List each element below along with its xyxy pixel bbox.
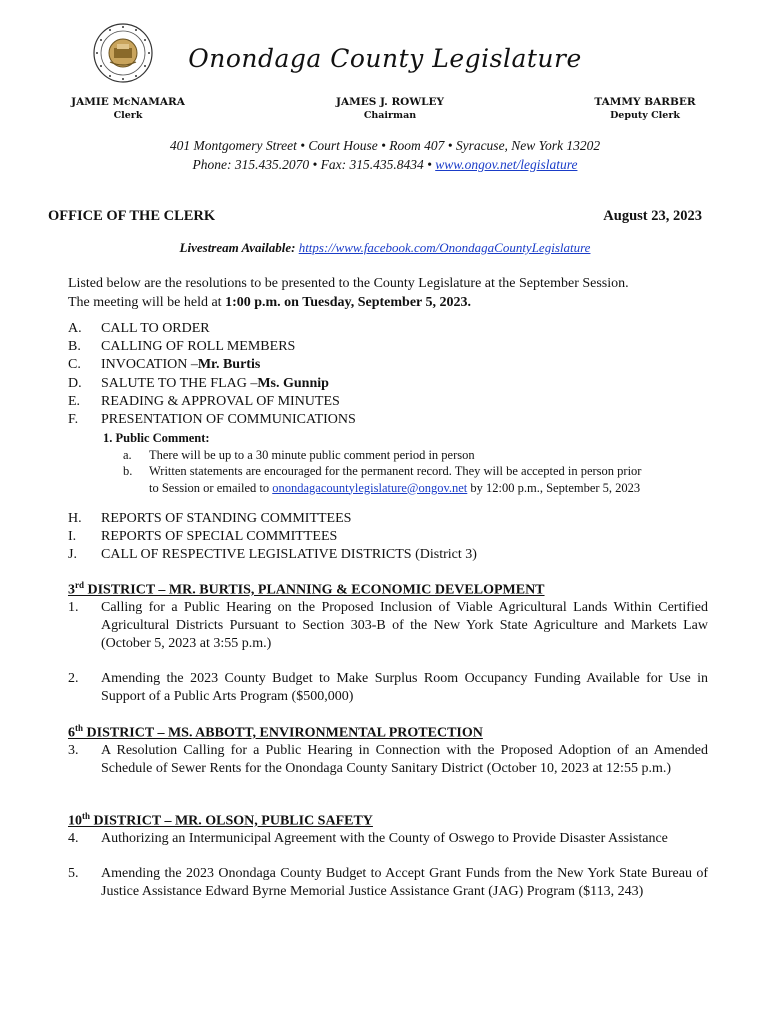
public-comment-block (103, 430, 708, 496)
resolution-text: A Resolution Calling for a Public Hearing in Connection with the Proposed Adoption of an Amended Schedule of Sewer Rents for the Onondaga County Sanitary District (October 10, 2023 at 12:55 p.m.) (101, 742, 708, 776)
website-link[interactable]: www.ongov.net/legislature (435, 157, 578, 172)
livestream-label: Livestream Available: (179, 240, 296, 255)
agenda-list-b (68, 510, 477, 565)
resolution-item (68, 830, 708, 848)
intro-line: The meeting will be held at (68, 295, 226, 310)
resolution-text: Amending the 2023 Onondaga County Budget to Accept Grant Funds from the New York State Bureau of Justice Assistance Edward Byrne Memorial Justice Assistance Grant (JAG) Program ($113, 243) (101, 865, 708, 900)
agenda-person: Mr. Burtis (197, 357, 261, 373)
district-section (68, 580, 708, 707)
agenda-item (68, 356, 356, 374)
officer-clerk (58, 96, 198, 121)
intro-line: Listed below are the resolutions to be presented to the County Legislature at the September Session. (68, 276, 629, 291)
document-date: August 23, 2023 (603, 208, 702, 224)
agenda-text: REPORTS OF STANDING COMMITTEES (101, 511, 352, 526)
public-comment-letter: b. (123, 464, 133, 478)
officer-role: Deputy Clerk (610, 110, 680, 121)
district-section (68, 723, 708, 778)
agenda-letter: B. (68, 339, 81, 355)
district-ordinal: rd (75, 580, 84, 590)
officer-name: JAMIE McNAMARA (71, 96, 185, 108)
phone-line: Phone: 315.435.2070 • Fax: 315.435.8434 • (192, 157, 432, 172)
public-comment-num: 1. (103, 431, 113, 445)
meeting-time: 1:00 p.m. on Tuesday, September 5, 2023. (225, 295, 472, 310)
public-comment-heading (103, 430, 708, 447)
agenda-list-a (68, 320, 356, 429)
page-title: Onondaga County Legislature (188, 44, 582, 73)
agenda-item (68, 375, 356, 393)
agenda-text: SALUTE TO THE FLAG – (101, 375, 258, 391)
public-comment-text: There will be up to a 30 minute public comment period in person (149, 447, 475, 462)
resolution-text: Calling for a Public Hearing on the Proposed Inclusion of Viable Agricultural Lands Within Certified Agricultural Districts Pursuant to Section 303-B of the New York State Agriculture and Markets Law (October 5, 2023 at 3:55 p.m.) (101, 599, 708, 652)
district-title: DISTRICT – MR. BURTIS, PLANNING & ECONOMIC DEVELOPMENT (84, 582, 545, 598)
district-heading (68, 723, 708, 742)
district-title: DISTRICT – MR. OLSON, PUBLIC SAFETY (90, 813, 373, 829)
agenda-text: READING & APPROVAL OF MINUTES (101, 393, 340, 409)
public-comment-text: by 12:00 p.m., September 5, 2023 (467, 480, 641, 495)
agenda-item (68, 338, 356, 356)
resolution-item (68, 599, 708, 654)
public-comment-title: Public Comment: (115, 431, 210, 445)
officer-name: TAMMY BARBER (594, 96, 696, 108)
agenda-text: REPORTS OF SPECIAL COMMITTEES (101, 529, 338, 545)
public-comment-text: to Session or emailed to (149, 480, 273, 495)
officer-name: JAMES J. ROWLEY (336, 96, 444, 108)
resolution-number: 2. (68, 671, 79, 687)
officer-deputy-clerk (575, 96, 715, 121)
agenda-text: CALL TO ORDER (101, 321, 210, 336)
district-number: 3 (68, 582, 75, 598)
contact-block (0, 136, 770, 174)
resolution-text: Authorizing an Intermunicipal Agreement with the County of Oswego to Provide Disaster Assistance (101, 830, 668, 846)
public-comment-item (103, 447, 708, 464)
officer-role: Clerk (113, 110, 143, 121)
agenda-item (68, 546, 477, 564)
public-comment-item (103, 463, 708, 496)
resolution-text: Amending the 2023 County Budget to Make Surplus Room Occupancy Funding Available for Use in Support of a Public Arts Program ($500,000) (101, 671, 708, 705)
agenda-letter: F. (68, 412, 79, 428)
agenda-item (68, 393, 356, 411)
agenda-letter: D. (68, 375, 82, 391)
livestream-link[interactable]: https://www.facebook.com/OnondagaCountyLegislature (298, 240, 591, 255)
district-heading (68, 580, 708, 599)
agenda-letter: E. (68, 393, 81, 409)
officer-role: Chairman (363, 110, 417, 121)
agenda-letter: A. (68, 321, 82, 336)
resolution-number: 1. (68, 599, 79, 615)
district-heading (68, 811, 708, 830)
resolution-number: 4. (68, 830, 79, 846)
agenda-text: INVOCATION – (101, 357, 198, 373)
officer-chairman (310, 96, 470, 121)
agenda-person: Ms. Gunnip (257, 375, 329, 391)
public-comment-text: Written statements are encouraged for the permanent record. They will be accepted in person prior (149, 464, 642, 478)
agenda-letter: C. (68, 357, 81, 373)
email-link[interactable]: onondagacountylegislature@ongov.net (272, 480, 468, 495)
agenda-item (68, 510, 477, 528)
agenda-item (68, 320, 356, 338)
public-comment-letter: a. (123, 447, 132, 462)
district-section (68, 811, 708, 901)
agenda-item (68, 411, 356, 429)
intro-paragraph (68, 274, 708, 312)
office-heading: OFFICE OF THE CLERK (48, 208, 216, 224)
resolution-item (68, 742, 708, 778)
agenda-item (68, 528, 477, 546)
address-line: 401 Montgomery Street • Court House • Room 407 • Syracuse, New York 13202 (169, 138, 601, 153)
agenda-letter: H. (68, 511, 82, 526)
district-title: DISTRICT – MS. ABBOTT, ENVIRONMENTAL PROTECTION (83, 725, 483, 741)
resolution-item (68, 865, 708, 901)
agenda-letter: J. (68, 547, 77, 563)
resolution-number: 3. (68, 742, 79, 758)
livestream-line (0, 240, 770, 256)
agenda-letter: I. (68, 529, 77, 545)
district-ordinal: th (82, 811, 91, 821)
resolution-item (68, 670, 708, 706)
agenda-text: PRESENTATION OF COMMUNICATIONS (101, 412, 356, 428)
agenda-text: CALLING OF ROLL MEMBERS (101, 339, 296, 355)
district-ordinal: th (75, 723, 84, 733)
district-number: 10 (68, 813, 82, 829)
resolution-number: 5. (68, 865, 79, 881)
district-number: 6 (68, 725, 75, 741)
agenda-text: CALL OF RESPECTIVE LEGISLATIVE DISTRICTS (District 3) (101, 547, 477, 563)
